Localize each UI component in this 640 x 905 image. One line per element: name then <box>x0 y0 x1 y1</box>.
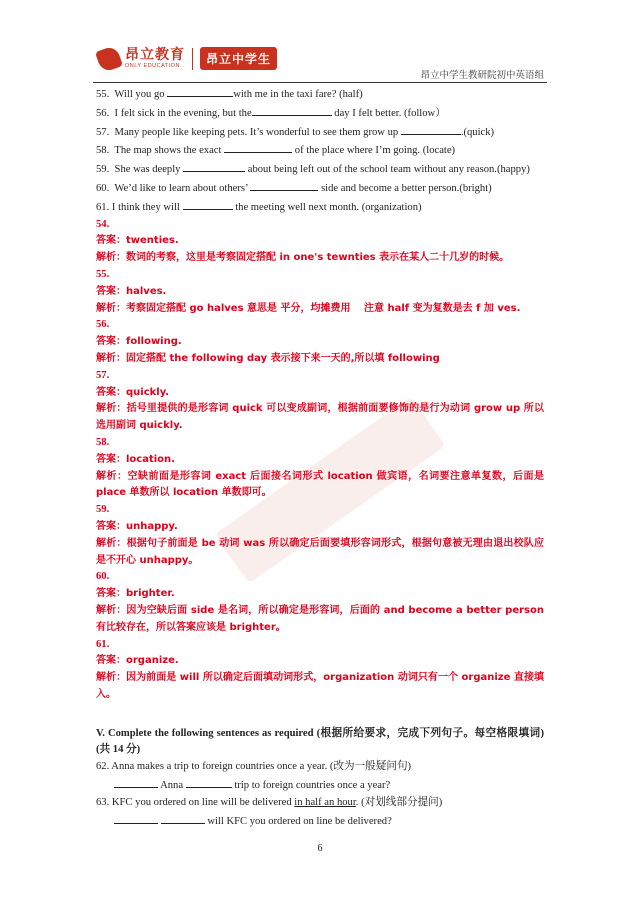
question-59: 59. She was deeply about being left out of the school team without any reason.(happy) <box>96 160 544 179</box>
answer-text: 答案：quickly. <box>96 386 170 398</box>
question-63-answer: will KFC you ordered on line be delivered? <box>96 812 544 831</box>
answer-blank[interactable] <box>114 776 158 788</box>
answer-number: 59. <box>96 504 110 516</box>
analysis-text: 解析：因为前面是 will 所以确定后面填动词形式，organization 动词只有一个 organize 直接填入。 <box>96 672 544 700</box>
answer-number: 55. <box>96 268 110 280</box>
analysis-text: 解析：空缺前面是形容词 exact 后面接名词形式 location 做宾语，名词要注意单复数，后面是 place 单数所以 location 单数即可。 <box>96 470 544 499</box>
answer-blank[interactable] <box>114 812 158 824</box>
header-org-text: 昂立中学生教研院初中英语组 <box>420 70 544 81</box>
question-57: 57. Many people like keeping pets. It’s wonderful to see them grow up .(quick) <box>96 123 544 142</box>
answer-number: 56. <box>96 319 110 331</box>
analysis-text: 解析：括号里提供的是形容词 quick 可以变成副词，根据前面要修饰的是行为动词 grow up 所以选用副词 quickly. <box>96 403 544 432</box>
header-divider <box>93 82 547 83</box>
answer-blank[interactable] <box>252 104 332 116</box>
brand-logo <box>98 47 277 70</box>
answer-text: 答案：brighter. <box>96 588 175 600</box>
question-60: 60. We’d like to learn about others’ side and become a better person.(bright) <box>96 179 544 198</box>
analysis-text: 解析：因为空缺后面 side 是名词，所以确定是形容词，后面的 and become a better person 有比较存在，所以答案应该是 brighter。 <box>96 604 544 633</box>
answer-blank[interactable] <box>167 85 233 97</box>
question-62-answer: Anna trip to foreign countries once a year? <box>96 776 544 795</box>
analysis-text: 解析：考察固定搭配 go halves 意思是 平分，均摊费用 注意 half 变为复数是去 f 加 ves. <box>96 302 521 314</box>
answer-blank[interactable] <box>186 776 232 788</box>
question-62: 62. Anna makes a trip to foreign countries once a year. (改为一般疑问句) <box>96 761 412 773</box>
answer-number: 54. <box>96 218 110 230</box>
answer-number: 57. <box>96 369 110 381</box>
question-63: 63. KFC you ordered on line will be delivered in half an hour. (对划线部分提问) <box>96 796 443 808</box>
logo-divider <box>192 48 193 70</box>
answer-text: 答案：twenties. <box>96 235 179 247</box>
answer-blank[interactable] <box>250 179 318 191</box>
logo-sub-text: ONLY EDUCATION <box>125 62 180 69</box>
answer-blank[interactable] <box>401 123 461 135</box>
page-number: 6 <box>317 843 323 854</box>
analysis-text: 解析：根据句子前面是 be 动词 was 所以确定后面要填形容词形式，根据句意被无理由退出校队应是不开心 unhappy。 <box>96 537 544 566</box>
analysis-text: 解析：数词的考察，这里是考察固定搭配 in one's tewnties 表示在某人二十几岁的时候。 <box>96 252 510 264</box>
answer-number: 60. <box>96 571 110 583</box>
answer-blank[interactable] <box>224 141 292 153</box>
answer-blank[interactable] <box>161 812 205 824</box>
answer-text: 答案：unhappy. <box>96 520 178 532</box>
question-61: 61. I think they will the meeting well next month. (organization) <box>96 198 544 217</box>
answer-number: 61. <box>96 638 110 650</box>
answer-text: 答案：following. <box>96 336 182 348</box>
section-v-title: V. Complete the following sentences as required (根据所给要求，完成下列句子。每空格限填词) (共 14 分) <box>96 727 544 756</box>
question-55: 55. Will you go with me in the taxi fare? (half) <box>96 85 544 104</box>
analysis-text: 解析：固定搭配 the following day 表示接下来一天的,所以填 following <box>96 352 440 364</box>
answer-text: 答案：location. <box>96 453 175 465</box>
question-56: 56. I felt sick in the evening, but the day I felt better. (follow） <box>96 104 544 123</box>
answer-blank[interactable] <box>183 160 245 172</box>
answer-blank[interactable] <box>183 198 233 210</box>
page-header <box>0 0 640 82</box>
question-58: 58. The map shows the exact of the place where I’m going. (locate) <box>96 141 544 160</box>
logo-main-text: 昂立教育 <box>125 46 185 63</box>
logo-badge: 昂立中学生 <box>200 47 277 70</box>
answer-key <box>96 217 544 704</box>
brand-mark-icon <box>95 44 123 72</box>
worksheet-content <box>96 85 544 830</box>
answer-text: 答案：organize. <box>96 655 179 667</box>
answer-text: 答案：halves. <box>96 285 167 297</box>
answer-number: 58. <box>96 436 110 448</box>
underlined-phrase: in half an hour <box>294 796 356 808</box>
